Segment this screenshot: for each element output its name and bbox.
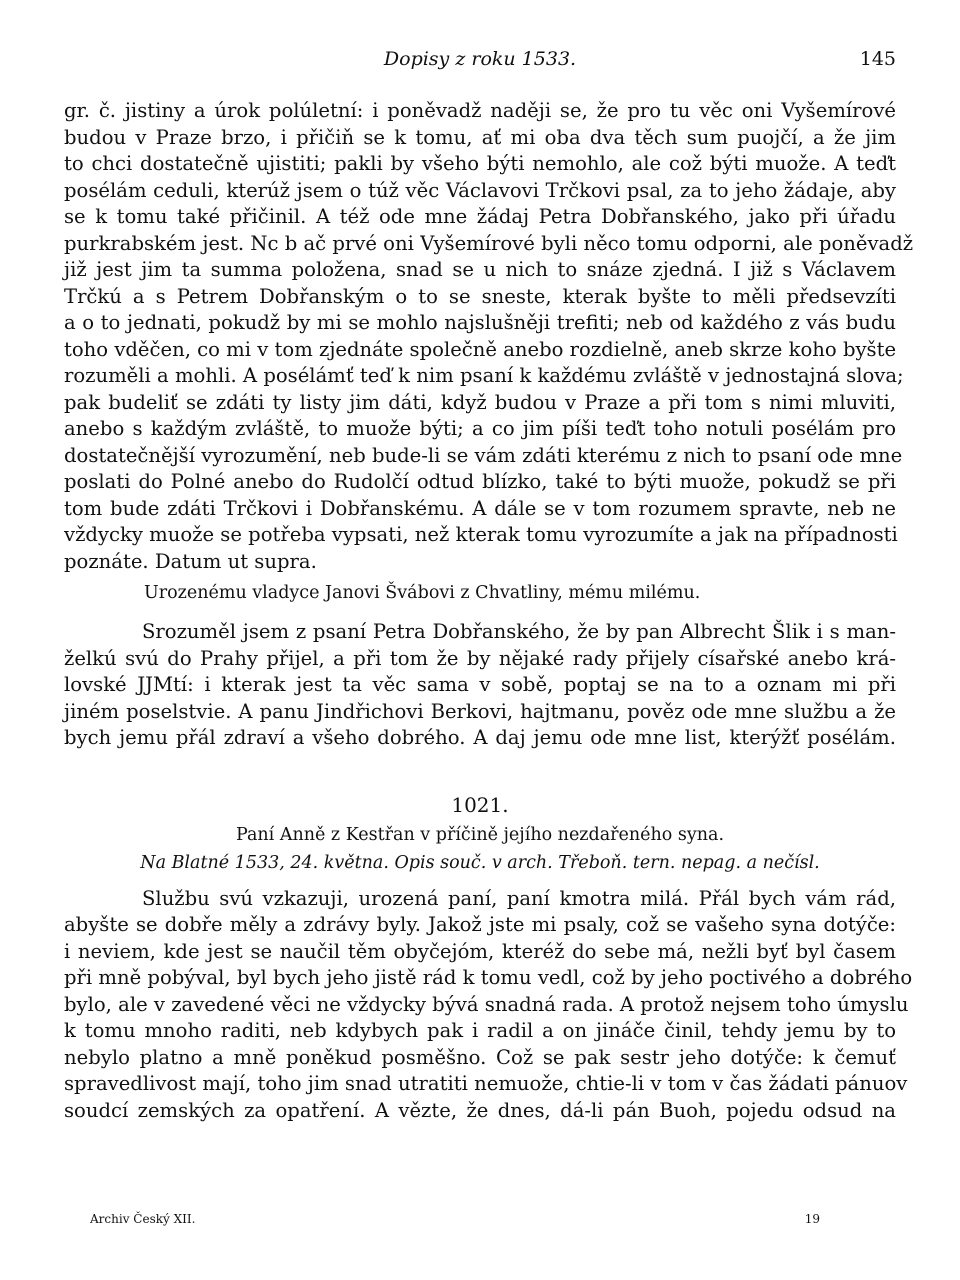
running-head xyxy=(64,48,896,76)
text-line: želkú svú do Prahy přijel, a při tom že by nějaké rady přijely císařské anebo krá- xyxy=(64,646,896,670)
text-line: poznáte. Datum ut supra. xyxy=(64,549,317,573)
document-1021 xyxy=(64,792,913,1125)
text-line: poslati do Polné anebo do Rudolčí odtud blízko, také to býti muože, pokudž se při xyxy=(64,470,896,493)
text-line: jiném poselstvie. A panu Jindřichovi Berkovi, hajtmanu, pověz ode mne službu a že xyxy=(64,699,896,723)
letter-address: Urozenému vladyce Janovi Švábovi z Chvatliny, mému milému. xyxy=(144,583,701,603)
text-line: k tomu mnoho raditi, neb kdybych pak i radil a on jináče činil, tehdy jemu by to xyxy=(64,1019,896,1042)
text-line: budou v Praze brzo, i přičiň se k tomu, ať mi oba dva těch sum puojčí, a že jim xyxy=(64,125,896,149)
text-line: bylo, ale v zavedené věci ne vždycky bývá snadná rada. A protož nejsem toho úmyslu xyxy=(64,992,909,1016)
text-line: tom bude zdáti Trčkovi i Dobřanskému. A dále se v tom rozumem spravte, neb ne xyxy=(64,496,896,520)
text-line: spravedlivost mají, toho jim snad utratiti nemuože, chtie-li v tom v čas žádati pánuov xyxy=(64,1072,908,1095)
volume-label: Archiv Český XII. xyxy=(90,1212,196,1226)
page-footer xyxy=(90,1212,820,1232)
text-line: lovské JJMtí: i kterak jest ta věc sama v sobě, poptaj se na to a oznam mi při xyxy=(64,673,896,696)
text-line: Trčkú a s Petrem Dobřanským o to se sneste, kterak byšte to měli předsevzíti xyxy=(64,284,896,308)
text-line: již jest jim ta summa položena, snad se u nich to snáze zjedná. I již s Václavem xyxy=(64,258,896,281)
text-line: Srozuměl jsem z psaní Petra Dobřanského, že by pan Albrecht Šlik i s man- xyxy=(142,620,896,643)
text-line: a o to jednati, pokudž by mi se mohlo najslušněji trefiti; neb od každého z vás budu xyxy=(64,311,896,334)
text-line: gr. č. jistiny a úrok polúletní: i poněvadž naději se, že pro tu věc oni Vyšemírové xyxy=(64,99,896,122)
page-number: 145 xyxy=(859,48,896,70)
text-line: purkrabském jest. Nc b ač prvé oni Vyšemírové byli něco tomu odporni, ale poněvadž xyxy=(64,231,914,255)
text-line: toho vděčen, co mi v tom zjednáte společně anebo rozdielně, aneb skrze koho byšte xyxy=(64,337,897,361)
text-line: vždycky muože se potřeba vypsati, než kterak tomu vyrozumíte a jak na případnosti xyxy=(64,523,898,546)
document-source: Na Blatné 1533, 24. května. Opis souč. v arch. Třeboň. tern. nepag. a nečísl. xyxy=(140,852,820,873)
letter-continuation xyxy=(64,98,914,607)
document-title: Paní Anně z Kestřan v příčině jejího nezdařeného syna. xyxy=(235,824,725,845)
text-line: pak budeliť se zdáti ty listy jim dáti, když budou v Praze a při tom s nimi mluviti, xyxy=(64,390,896,414)
body-text xyxy=(64,98,914,1124)
text-line: dostatečnější vyrozumění, neb bude-li se vám zdáti kterému z nich to psaní ode mne xyxy=(64,443,903,467)
text-line: to chci dostatečně ujistiti; pakli by všeho býti nemohlo, ale což býti muože. A teďt xyxy=(64,152,896,175)
text-line: při mně pobýval, byl bych jeho jistě rád k tomu vedl, což by jeho poctivého a dobrého xyxy=(64,966,913,989)
text-line: se k tomu také přičinil. A též ode mne žádaj Petra Dobřanského, jako při úřadu xyxy=(64,205,896,228)
text-line: soudcí zemských za opatření. A vězte, že dnes, dá-li pán Buoh, pojedu odsud na xyxy=(64,1098,896,1122)
text-line: nebylo platno a mně poněkud posměšno. Což se pak sestr jeho dotýče: k čemuť xyxy=(64,1045,896,1069)
running-head-title: Dopisy z roku 1533. xyxy=(383,48,577,70)
text-line: bych jemu přál zdraví a všeho dobrého. A daj jemu ode mne list, kterýžť posélám. xyxy=(64,726,896,749)
text-line: abyšte se dobře měly a zdrávy byly. Jakož jste mi psaly, což se vašeho syna dotýče: xyxy=(64,913,896,936)
text-line: anebo s každým zvláště, to muože býti; a co jim píši teďt toho notuli posélám pro xyxy=(64,417,896,440)
text-line: i neviem, kde jest se naučil těm obyčejóm, kteréž do sebe má, nežli byť byl časem xyxy=(64,939,896,963)
postscript xyxy=(64,619,896,752)
document-number: 1021. xyxy=(451,792,509,817)
text-line: Službu svú vzkazuji, urozená paní, paní kmotra milá. Přál bych vám rád, xyxy=(142,886,896,910)
signature-mark: 19 xyxy=(804,1212,820,1226)
text-line: posélám ceduli, kterúž jsem o túž věc Václavovi Trčkovi psal, za to jeho žádaje, aby xyxy=(64,178,896,202)
text-line: rozuměli a mohli. A posélámť teď k nim psaní k každému zvláště v jednostajná slova; xyxy=(64,364,904,387)
